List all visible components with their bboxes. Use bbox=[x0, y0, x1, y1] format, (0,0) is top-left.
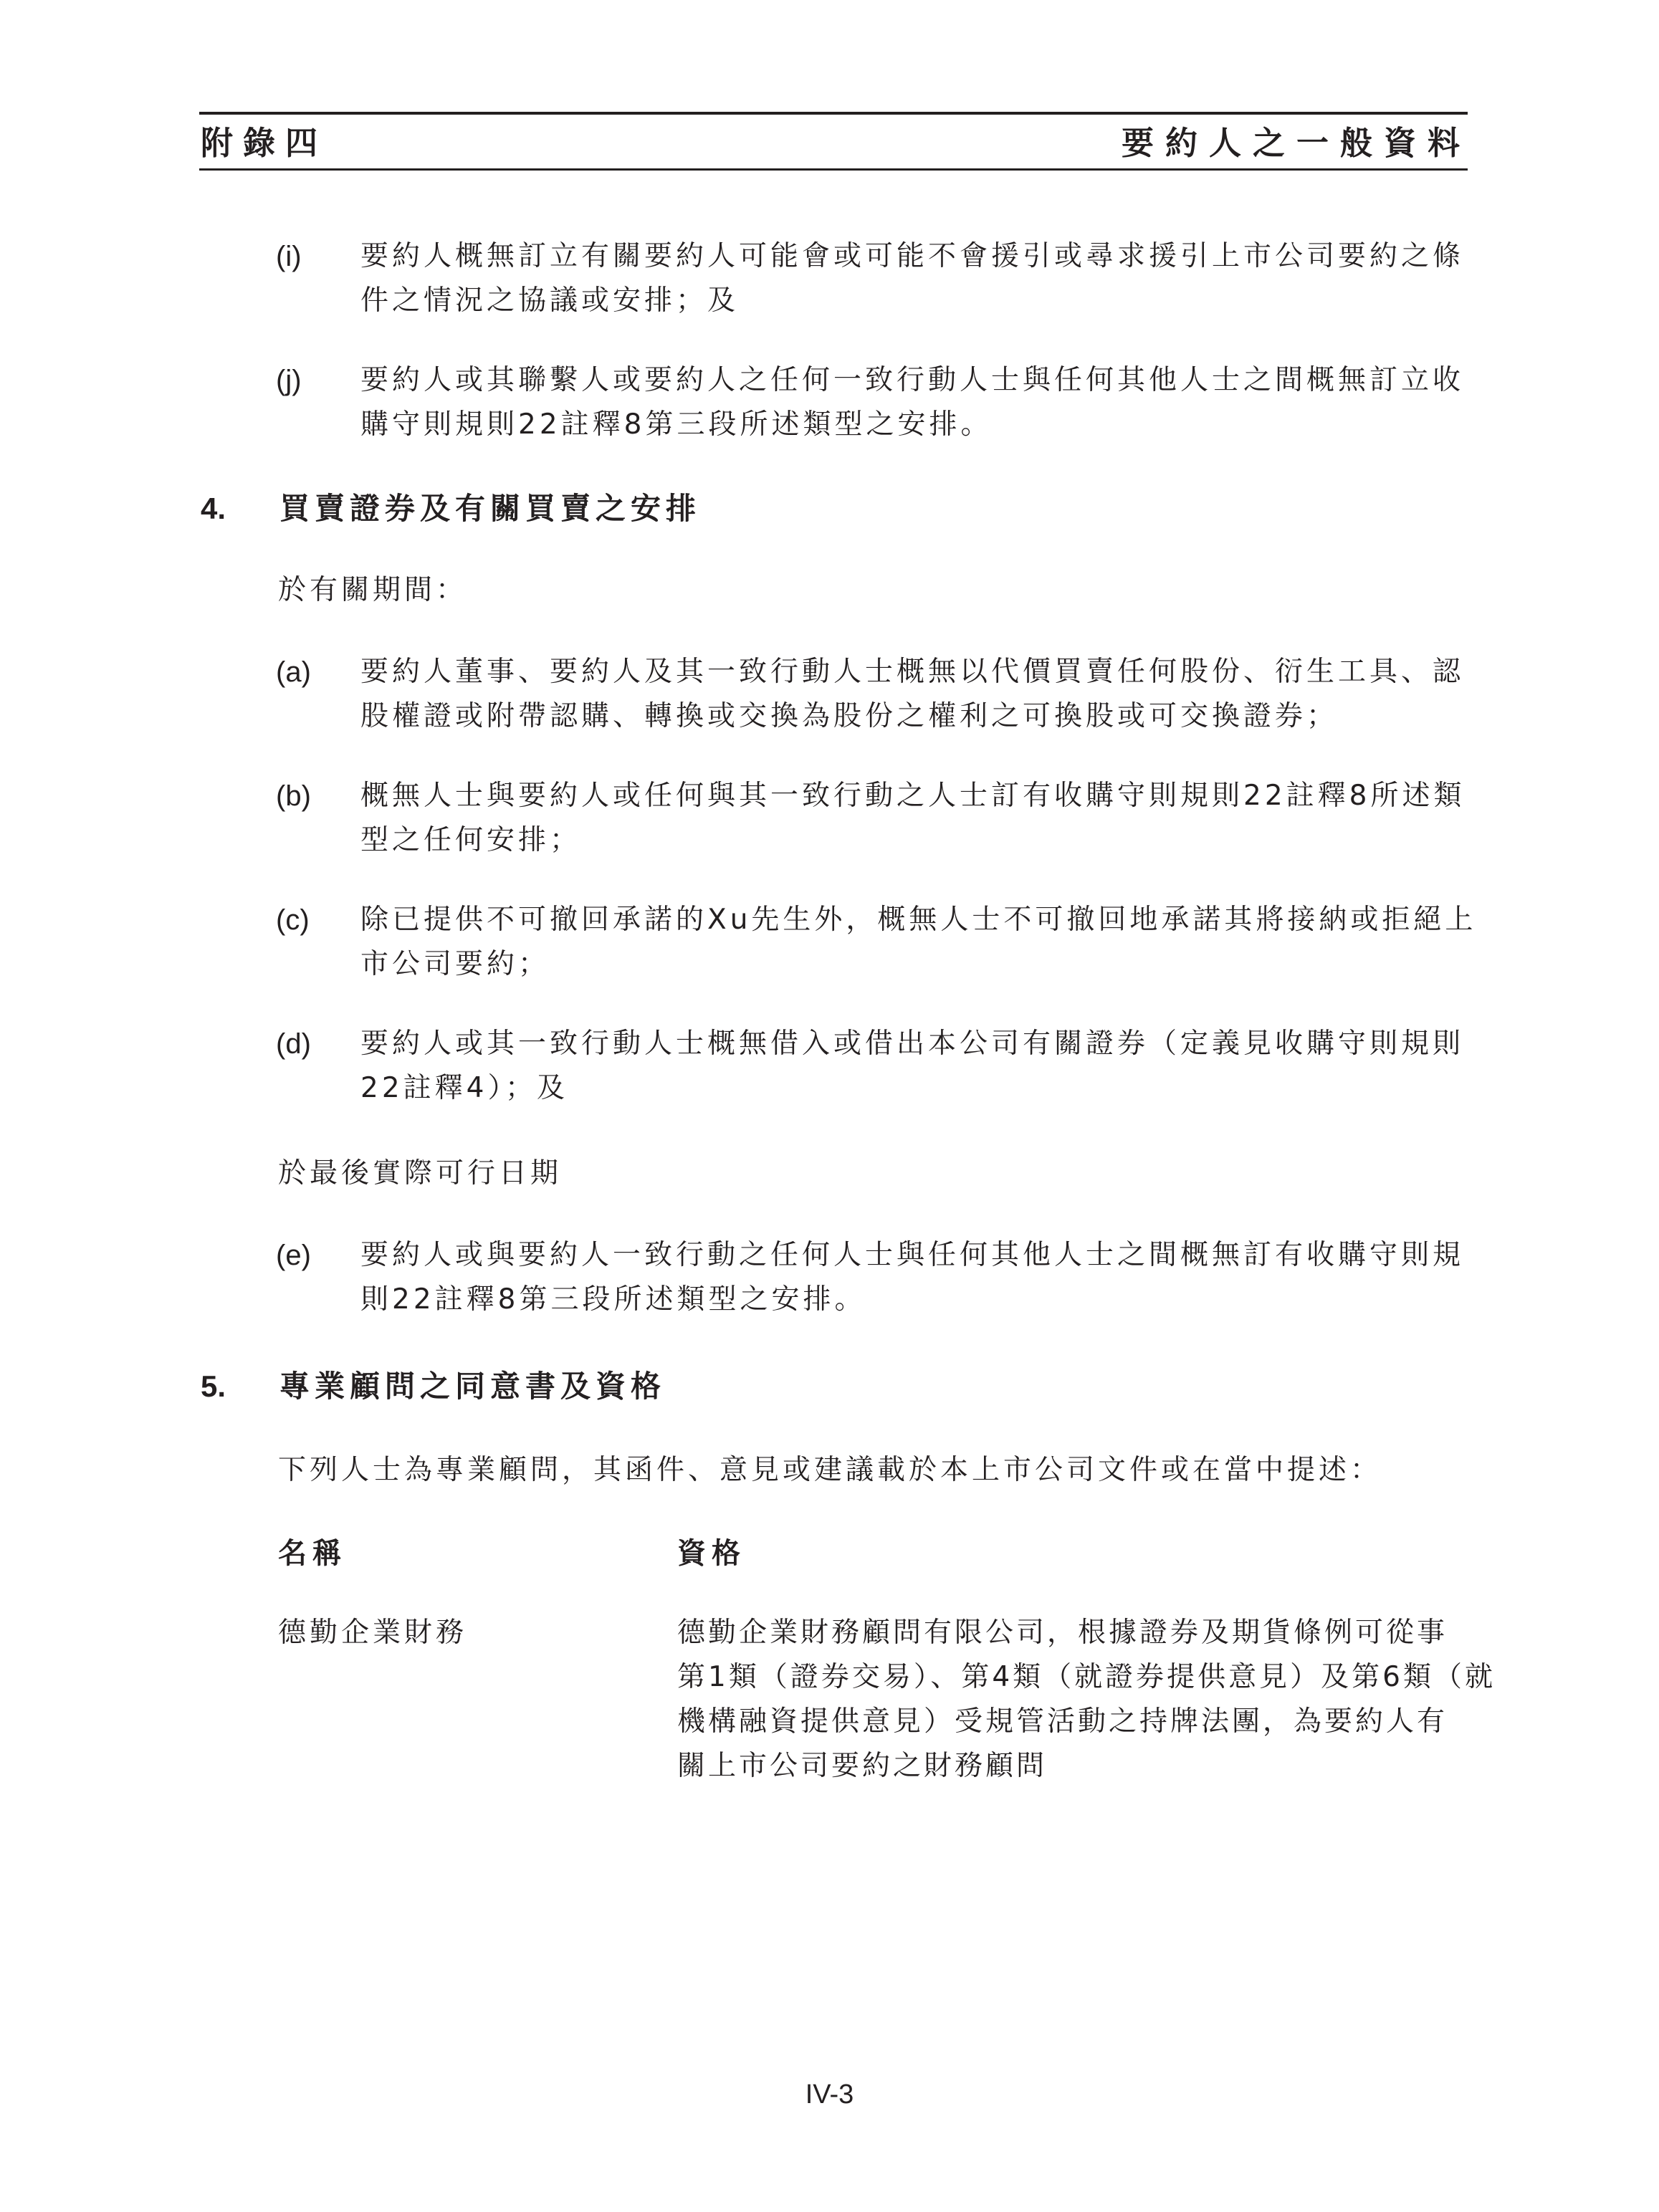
header-top-rule bbox=[199, 112, 1468, 115]
item-text bbox=[360, 774, 1469, 863]
item-text bbox=[360, 234, 1469, 323]
advisor-qualification bbox=[677, 1611, 1496, 1789]
item-label: (j) bbox=[276, 365, 302, 396]
section-number: 4. bbox=[201, 492, 226, 525]
list-item-a bbox=[276, 650, 1469, 739]
list-item-b bbox=[276, 774, 1469, 863]
page-title: 要約人之一般資料 bbox=[1121, 124, 1471, 162]
section-number: 5. bbox=[201, 1369, 226, 1403]
column-header-qualification: 資格 bbox=[677, 1537, 746, 1570]
qualification-line: 德勤企業財務顧問有限公司，根據證券及期貨條例可從事 bbox=[677, 1617, 1448, 1649]
item-text-line: 購守則規則22註釋8第三段所述類型之安排。 bbox=[360, 408, 993, 441]
list-item-d bbox=[276, 1022, 1469, 1111]
section-4-intro: 於有關期間： bbox=[278, 574, 468, 606]
item-label: (d) bbox=[276, 1028, 311, 1060]
qualification-line: 第1類（證券交易）、第4類（就證券提供意見）及第6類（就 bbox=[677, 1661, 1496, 1693]
section-4-intro-2: 於最後實際可行日期 bbox=[278, 1157, 563, 1189]
page-number: IV-3 bbox=[805, 2079, 854, 2110]
item-text-line: 概無人士與要約人或任何與其一致行動之人士訂有收購守則規則22註釋8所述類 bbox=[360, 780, 1466, 812]
item-text-line: 要約人或其一致行動人士概無借入或借出本公司有關證券（定義見收購守則規則 bbox=[360, 1028, 1465, 1060]
item-label: (b) bbox=[276, 780, 311, 812]
appendix-title: 附錄四 bbox=[201, 124, 328, 162]
item-label: (a) bbox=[276, 656, 311, 688]
list-item-c bbox=[276, 898, 1477, 987]
item-text-line: 型之任何安排； bbox=[360, 824, 582, 856]
item-text-line: 除已提供不可撤回承諾的Xu先生外，概無人士不可撤回地承諾其將接納或拒絕上 bbox=[360, 904, 1477, 936]
list-item-i bbox=[276, 234, 1469, 323]
list-item-e bbox=[276, 1233, 1469, 1322]
item-text-line: 要約人董事、要約人及其一致行動人士概無以代價買賣任何股份、衍生工具、認 bbox=[360, 656, 1465, 688]
section-5-intro: 下列人士為專業顧問，其函件、意見或建議載於本上市公司文件或在當中提述： bbox=[278, 1454, 1382, 1486]
advisor-name: 德勤企業財務 bbox=[278, 1617, 468, 1649]
header-bottom-rule bbox=[199, 168, 1468, 171]
qualification-line: 機構融資提供意見）受規管活動之持牌法團，為要約人有 bbox=[677, 1705, 1448, 1738]
item-text bbox=[360, 358, 1469, 447]
item-text bbox=[360, 1022, 1469, 1111]
item-text-line: 要約人或其聯繫人或要約人之任何一致行動人士與任何其他人士之間概無訂立收 bbox=[360, 364, 1465, 396]
item-text bbox=[360, 1233, 1469, 1322]
item-label: (i) bbox=[276, 241, 302, 272]
qualification-line: 關上市公司要約之財務顧問 bbox=[677, 1750, 1048, 1782]
item-label: (e) bbox=[276, 1240, 311, 1271]
item-text-line: 要約人或與要約人一致行動之任何人士與任何其他人士之間概無訂有收購守則規 bbox=[360, 1239, 1465, 1271]
item-text-line: 件之情況之協議或安排；及 bbox=[360, 284, 740, 317]
item-text-line: 要約人概無訂立有關要約人可能會或可能不會援引或尋求援引上市公司要約之條 bbox=[360, 240, 1465, 272]
section-4-heading bbox=[201, 487, 701, 530]
section-title: 買賣證券及有關買賣之安排 bbox=[279, 491, 702, 526]
item-text-line: 市公司要約； bbox=[360, 948, 550, 980]
column-header-name: 名稱 bbox=[278, 1537, 347, 1570]
list-item-j bbox=[276, 358, 1469, 447]
section-5-heading bbox=[201, 1365, 666, 1408]
item-text bbox=[360, 898, 1477, 987]
item-text-line: 22註釋4）；及 bbox=[360, 1072, 568, 1104]
section-title: 專業顧問之同意書及資格 bbox=[279, 1369, 666, 1404]
item-text-line: 股權證或附帶認購、轉換或交換為股份之權利之可換股或可交換證券； bbox=[360, 700, 1339, 732]
item-text bbox=[360, 650, 1469, 739]
item-text-line: 則22註釋8第三段所述類型之安排。 bbox=[360, 1283, 866, 1316]
item-label: (c) bbox=[276, 904, 310, 936]
